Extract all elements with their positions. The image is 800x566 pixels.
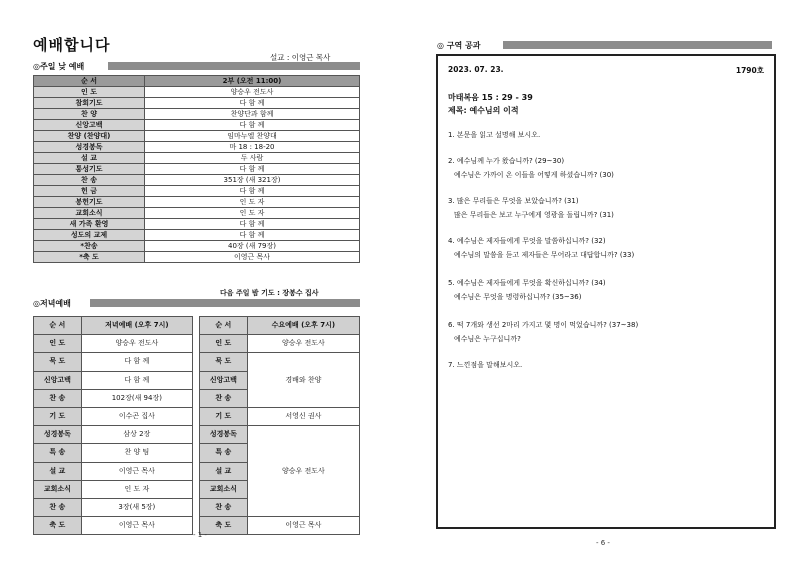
question-item	[448, 128, 540, 142]
order-label: 찬 송	[34, 389, 82, 407]
table-row	[34, 219, 360, 230]
order-label: 인 도	[200, 335, 248, 353]
question-text: 1. 본문을 읽고 설명해 보시오.	[448, 131, 541, 139]
table-row	[34, 241, 360, 252]
order-label: 찬 송	[200, 498, 248, 516]
order-label: 신앙고백	[34, 120, 145, 131]
table-row	[34, 186, 360, 197]
column-header: 수요예배 (오후 7시)	[247, 317, 359, 335]
table-row	[200, 426, 360, 444]
morning-service-table	[33, 75, 360, 263]
page-number: - 1 -	[193, 531, 207, 539]
order-label: 특 송	[34, 444, 82, 462]
order-value: 삼상 2장	[81, 426, 192, 444]
order-label: 찬 송	[200, 389, 248, 407]
order-value: 양승우 전도사	[145, 87, 360, 98]
order-label: 성경봉독	[34, 142, 145, 153]
order-label: 인 도	[34, 335, 82, 353]
order-value: 40장 (새 79장)	[145, 241, 360, 252]
table-row	[200, 407, 360, 425]
order-label: 설 교	[34, 153, 145, 164]
question-text: 5. 예수님은 제자들에게 무엇을 확신하십니까? (34)	[448, 279, 606, 287]
table-row	[34, 462, 193, 480]
wednesday-service-table	[199, 316, 360, 535]
order-value: 양승우 전도사	[81, 335, 192, 353]
order-value: 이영근 목사	[247, 517, 359, 535]
question-item	[448, 358, 522, 372]
question-text: 2. 예수님께 누가 왔습니까? (29~30)	[448, 157, 565, 165]
morning-service-heading: ◎주일 낮 예배	[33, 62, 85, 71]
order-value: 102장(새 94장)	[81, 389, 192, 407]
order-value: 마 18 : 18-20	[145, 142, 360, 153]
question-subtext: 예수님의 말씀을 듣고 제자들은 무어라고 대답합니까? (33)	[454, 251, 635, 259]
table-row	[34, 426, 193, 444]
column-header: 순 서	[34, 76, 145, 87]
order-label: 기 도	[200, 407, 248, 425]
order-value: 인 도 자	[81, 480, 192, 498]
order-value: 다 함 께	[145, 186, 360, 197]
table-row	[34, 335, 193, 353]
order-value: 다 함 께	[145, 219, 360, 230]
order-value: 다 함 께	[81, 353, 192, 371]
question-item	[448, 318, 638, 346]
order-value: 3장(새 5장)	[81, 498, 192, 516]
question-text: 6. 떡 7개와 생선 2마리 가지고 몇 명이 먹었습니까? (37~38)	[448, 321, 639, 329]
order-value: 이영근 목사	[81, 462, 192, 480]
order-label: 신앙고백	[34, 371, 82, 389]
lesson-subject: 제목: 예수님의 이적	[448, 106, 519, 115]
scripture-reference: 마태복음 15 : 29 - 39	[448, 93, 533, 102]
order-label: 성경봉독	[34, 426, 82, 444]
table-row	[34, 230, 360, 241]
evening-service-table	[33, 316, 193, 535]
order-value: 두 사람	[145, 153, 360, 164]
order-value: 다 함 께	[145, 98, 360, 109]
table-row	[34, 407, 193, 425]
question-item	[448, 276, 606, 304]
table-row	[34, 87, 360, 98]
column-header: 2부 (오전 11:00)	[145, 76, 360, 87]
table-row	[34, 208, 360, 219]
order-value: 찬양단과 함께	[145, 109, 360, 120]
table-row	[34, 197, 360, 208]
question-text: 3. 많은 무리들은 무엇을 보았습니까? (31)	[448, 197, 579, 205]
order-label: *축 도	[34, 252, 145, 263]
table-row	[34, 444, 193, 462]
order-value: 이영근 목사	[81, 517, 192, 535]
order-label: *찬송	[34, 241, 145, 252]
order-label: 성경봉독	[200, 426, 248, 444]
order-label: 찬 송	[34, 498, 82, 516]
question-text: 4. 예수님은 제자들에게 무엇을 말씀하십니까? (32)	[448, 237, 606, 245]
page-title: 예배합니다	[33, 36, 111, 54]
order-label: 새 가족 환영	[34, 219, 145, 230]
order-label: 교회소식	[34, 480, 82, 498]
table-row	[34, 480, 193, 498]
table-row	[34, 353, 193, 371]
table-row	[34, 142, 360, 153]
table-row	[200, 517, 360, 535]
order-label: 찬 양	[34, 109, 145, 120]
issue-number: 1790호	[735, 66, 764, 75]
heading-bar	[108, 62, 360, 70]
lesson-box	[436, 54, 776, 529]
order-label: 기 도	[34, 407, 82, 425]
table-row	[34, 252, 360, 263]
order-value: 임마누엘 찬양대	[145, 131, 360, 142]
question-text: 7. 느낀점을 말해보시오.	[448, 361, 523, 369]
table-row	[34, 109, 360, 120]
table-row	[34, 175, 360, 186]
question-subtext: 예수님은 무엇을 명령하십니까? (35~36)	[454, 293, 582, 301]
order-label: 설 교	[34, 462, 82, 480]
cell-lesson-heading: ◎ 구역 공과	[437, 41, 481, 50]
question-subtext: 많은 무리들은 보고 누구에게 영광을 돌립니까? (31)	[454, 211, 614, 219]
order-label: 성도의 교제	[34, 230, 145, 241]
question-subtext: 예수님은 누구십니까?	[454, 335, 521, 343]
order-value: 서영신 권사	[247, 407, 359, 425]
order-value: 이영근 목사	[145, 252, 360, 263]
table-header-row	[34, 76, 360, 87]
order-label: 교회소식	[200, 480, 248, 498]
column-header: 저녁예배 (오후 7시)	[81, 317, 192, 335]
order-label: 묵 도	[34, 353, 82, 371]
table-row	[34, 389, 193, 407]
order-label: 신앙고백	[200, 371, 248, 389]
order-label: 헌 금	[34, 186, 145, 197]
order-label: 찬 송	[34, 175, 145, 186]
table-row	[34, 164, 360, 175]
table-header-row	[34, 317, 193, 335]
table-row	[34, 153, 360, 164]
order-value: 인 도 자	[145, 197, 360, 208]
order-value: 찬 양 팀	[81, 444, 192, 462]
order-value: 이수곤 집사	[81, 407, 192, 425]
order-label: 축 도	[34, 517, 82, 535]
order-label: 특 송	[200, 444, 248, 462]
next-week-prayer: 다음 주일 밤 기도 : 장봉수 집사	[220, 289, 319, 297]
order-value: 다 함 께	[145, 120, 360, 131]
order-value: 다 함 께	[145, 164, 360, 175]
order-value: 양승우 전도사	[247, 426, 359, 517]
order-label: 찬양 (찬양대)	[34, 131, 145, 142]
order-label: 묵 도	[200, 353, 248, 371]
order-value: 양승우 전도사	[247, 335, 359, 353]
evening-service-heading: ◎저녁예배	[33, 299, 71, 308]
table-row	[34, 371, 193, 389]
lesson-date: 2023. 07. 23.	[448, 65, 504, 74]
column-header: 순 서	[34, 317, 82, 335]
heading-bar	[503, 41, 772, 49]
table-row	[34, 120, 360, 131]
order-value: 인 도 자	[145, 208, 360, 219]
order-value: 다 함 께	[145, 230, 360, 241]
order-label: 통성기도	[34, 164, 145, 175]
order-value: 경배와 찬양	[247, 353, 359, 408]
table-header-row	[200, 317, 360, 335]
order-label: 인 도	[34, 87, 145, 98]
order-label: 설 교	[200, 462, 248, 480]
question-item	[448, 154, 614, 182]
table-row	[200, 335, 360, 353]
order-label: 참회기도	[34, 98, 145, 109]
column-header: 순 서	[200, 317, 248, 335]
question-item	[448, 194, 614, 222]
table-row	[34, 498, 193, 516]
table-row	[200, 353, 360, 371]
order-label: 축 도	[200, 517, 248, 535]
order-value: 351장 (새 321장)	[145, 175, 360, 186]
heading-bar	[90, 299, 360, 307]
page-number: - 6 -	[596, 539, 610, 547]
table-row	[34, 98, 360, 109]
question-item	[448, 234, 634, 262]
preacher-line: 설교 : 이영근 목사	[270, 53, 331, 62]
order-label: 교회소식	[34, 208, 145, 219]
order-label: 봉헌기도	[34, 197, 145, 208]
order-value: 다 함 께	[81, 371, 192, 389]
table-row	[34, 131, 360, 142]
table-row	[34, 517, 193, 535]
question-subtext: 예수님은 가까이 온 이들을 어떻게 하셨습니까? (30)	[454, 171, 614, 179]
